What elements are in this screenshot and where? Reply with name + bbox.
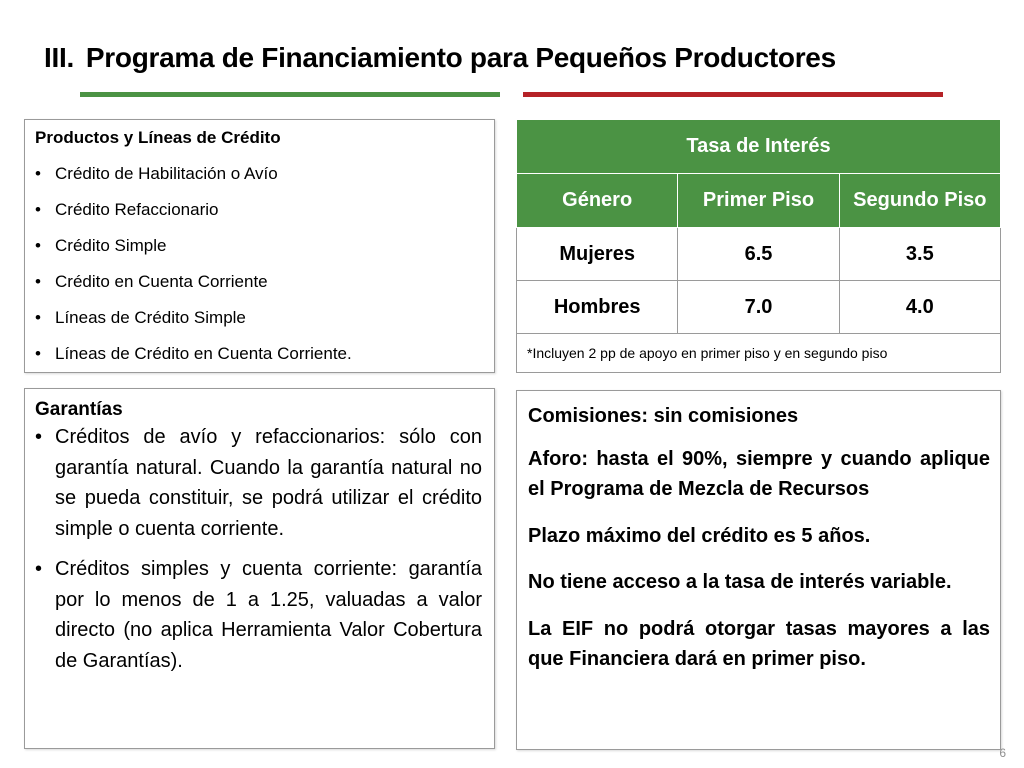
primer-piso-cell: 6.5: [678, 228, 839, 281]
guarantees-heading: Garantías: [35, 399, 123, 420]
genero-cell: Hombres: [517, 281, 678, 334]
products-list: [35, 156, 485, 372]
primer-piso-cell: 7.0: [678, 281, 839, 334]
table-row: [517, 228, 1001, 281]
guarantee-item: • Créditos de avío y refaccionarios: sólo con garantía natural. Cuando la garantía natural no se pueda constituir, se podrá utilizar el crédito simple o cuenta corriente.: [35, 422, 482, 544]
guarantee-item: • Créditos simples y cuenta corriente: garantía por lo menos de 1 a 1.25, valuadas a valor directo (no aplica Herramienta Valor Cobertura de Garantías).: [35, 554, 482, 676]
products-heading: Productos y Líneas de Crédito: [35, 128, 281, 147]
guarantees-list: [35, 422, 482, 676]
red-divider: [523, 92, 943, 97]
column-header-genero: Género: [517, 174, 678, 228]
table-row: [517, 281, 1001, 334]
aforo-text: Aforo: hasta el 90%, siempre y cuando aplique el Programa de Mezcla de Recursos: [528, 447, 990, 500]
product-item: • Líneas de Crédito Simple: [35, 300, 485, 336]
page-number: 6: [999, 746, 1006, 760]
rate-table-title: Tasa de Interés: [517, 120, 1001, 174]
segundo-piso-cell: 4.0: [839, 281, 1000, 334]
column-header-segundo-piso: Segundo Piso: [839, 174, 1000, 228]
product-item: • Líneas de Crédito en Cuenta Corriente.: [35, 336, 485, 372]
variable-rate-text: No tiene acceso a la tasa de interés variable.: [528, 571, 952, 593]
product-item: • Crédito de Habilitación o Avío: [35, 156, 485, 192]
genero-cell: Mujeres: [517, 228, 678, 281]
product-item: • Crédito Simple: [35, 228, 485, 264]
max-term-text: Plazo máximo del crédito es 5 años.: [528, 524, 871, 547]
product-item: • Crédito Refaccionario: [35, 192, 485, 228]
rate-table-note: *Incluyen 2 pp de apoyo en primer piso y en segundo piso: [517, 334, 1001, 373]
segundo-piso-cell: 3.5: [839, 228, 1000, 281]
guarantees-panel: [24, 388, 495, 749]
interest-rate-table: [516, 119, 1001, 373]
column-header-primer-piso: Primer Piso: [678, 174, 839, 228]
commissions-text: Comisiones: sin comisiones: [528, 405, 799, 427]
products-panel: [24, 119, 495, 373]
section-number: III.: [44, 42, 74, 73]
green-divider: [80, 92, 500, 97]
conditions-panel: [516, 390, 1001, 750]
page-title: [44, 42, 836, 74]
product-item: • Crédito en Cuenta Corriente: [35, 264, 485, 300]
title-text: Programa de Financiamiento para Pequeños Productores: [85, 42, 836, 73]
eif-rate-text: La EIF no podrá otorgar tasas mayores a las que Financiera dará en primer piso.: [528, 617, 990, 670]
